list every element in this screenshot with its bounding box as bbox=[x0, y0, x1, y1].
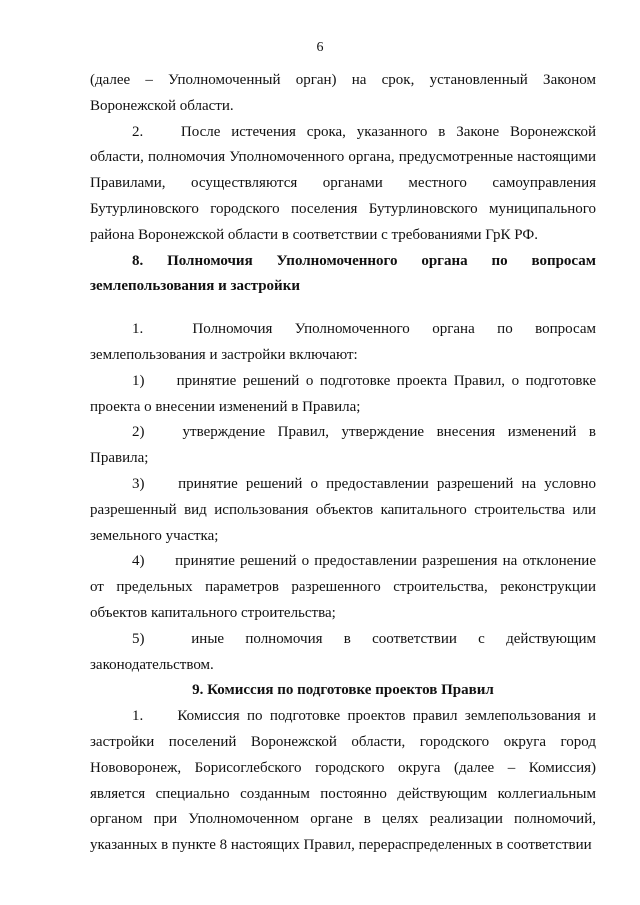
item-number: 1) bbox=[132, 372, 145, 389]
paragraph-text: принятие решений о предоставлении разрешения на отклонение от предельных параметров разрешенного строительства, реконструкции объектов капитального строительства; bbox=[90, 553, 596, 621]
paragraph-text: (далее – Уполномоченный орган) на срок, установленный Законом Воронежской области. bbox=[90, 72, 596, 114]
document-body bbox=[90, 68, 596, 859]
paragraph-text: иные полномочия в соответствии с действующим законодательством. bbox=[90, 630, 596, 673]
item-number: 4) bbox=[132, 553, 145, 570]
numbered-paragraph bbox=[90, 627, 596, 679]
numbered-paragraph bbox=[90, 549, 596, 626]
numbered-paragraph bbox=[90, 704, 596, 859]
item-number: 1. bbox=[132, 321, 144, 338]
numbered-paragraph bbox=[90, 317, 596, 369]
paragraph-text: утверждение Правил, утверждение внесения изменений в Правила; bbox=[90, 424, 596, 467]
item-number: 3) bbox=[132, 475, 145, 492]
numbered-paragraph bbox=[90, 472, 596, 549]
numbered-paragraph bbox=[90, 120, 596, 249]
paragraph-text: принятие решений о предоставлении разрешений на условно разрешенный вид использования объектов капитального строительства или земельного участка; bbox=[90, 475, 596, 544]
paragraph-text: Полномочия Уполномоченного органа по вопросам землепользования и застройки включают: bbox=[90, 321, 596, 363]
item-number: 5) bbox=[132, 630, 145, 647]
item-number: 2. bbox=[132, 123, 144, 140]
section-heading: 9. Комиссия по подготовке проектов Правил bbox=[192, 682, 494, 699]
numbered-paragraph bbox=[90, 420, 596, 472]
paragraph-text: После истечения срока, указанного в Законе Воронежской области, полномочия Уполномоченного органа, предусмотренные настоящими Правилами, осуществляются органами местного самоуправления Бутурлиновского городского поселения Бутурлиновского муниципального района Воронежской области в соответствии с требованиями ГрК РФ. bbox=[90, 123, 596, 243]
paragraph bbox=[90, 68, 596, 120]
numbered-paragraph bbox=[90, 369, 596, 421]
paragraph-text: принятие решений о подготовке проекта Правил, о подготовке проекта о внесении изменений в Правила; bbox=[90, 372, 596, 415]
page-number: 6 bbox=[316, 40, 324, 55]
spacer bbox=[90, 300, 596, 317]
section-heading: 8. Полномочия Уполномоченного органа по вопросам землепользования и застройки bbox=[90, 252, 596, 295]
item-number: 1. bbox=[132, 708, 144, 725]
paragraph-text: Комиссия по подготовке проектов правил землепользования и застройки поселений Воронежской области, городского округа город Нововоронеж, Борисоглебского городского округа (далее – Комиссия) является специально созданным постоянно действующим коллегиальным органом при Уполномоченном органе в целях реализации полномочий, указанных в пункте 8 настоящих Правил, перераспределенных в соответствии bbox=[90, 708, 596, 854]
item-number: 2) bbox=[132, 424, 145, 441]
